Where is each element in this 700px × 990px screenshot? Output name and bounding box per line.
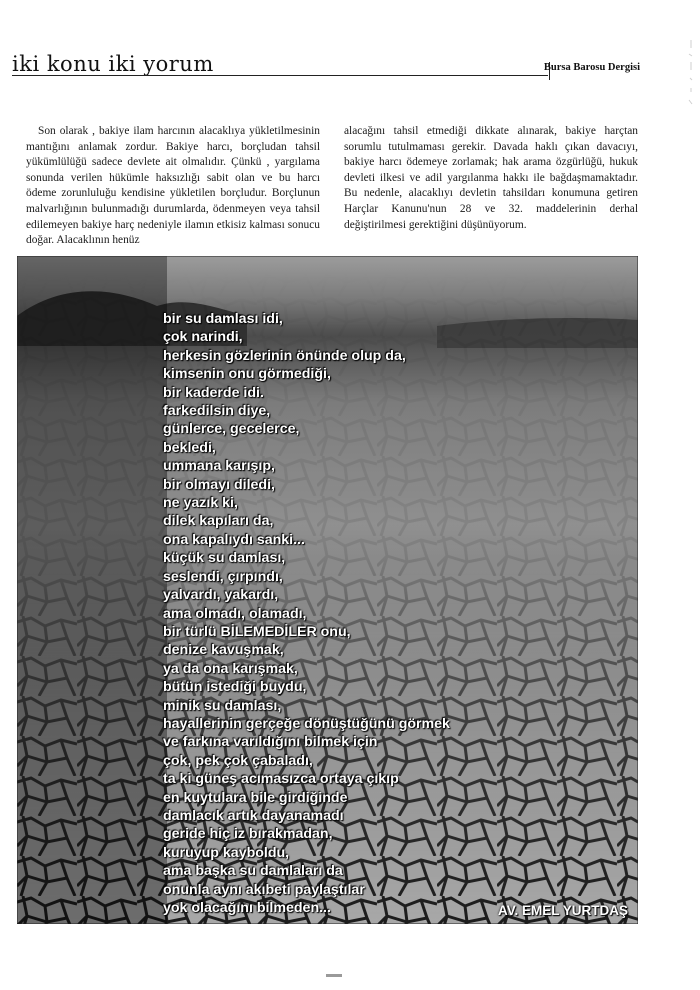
poem-line: yalvardı, yakardı,	[163, 587, 279, 604]
poem-line: ona kapalıydı sanki...	[163, 531, 305, 548]
article-right-column: alacağını tahsil etmediği dikkate alınarak, bakiye harçtan sorumlu tutulmaması gerekir. Davada haklı çıkan davacıyı, bakiye harcı ödemeye zorlamak; hak arama özgürlüğü, hukuk devleti ilkesi ve adil yargılanma hakkı ile bağdaşmamaktadır. Bu nedenle, alacaklıyı devletin tahsildarı konumuna getiren Harçlar Kanunu'nun 28 ve 32. maddelerinin derhal değiştirilmesi gerektiğini düşünüyorum.	[344, 125, 638, 231]
poem-line: çok, pek çok çabaladı,	[163, 752, 313, 769]
poem-line: hayallerinin gerçeğe dönüştüğünü görmek	[163, 715, 450, 732]
poem-line: küçük su damlası,	[163, 550, 286, 567]
poem-line: dilek kapıları da,	[163, 513, 274, 530]
poem-line: herkesin gözlerinin önünde olup da,	[163, 347, 406, 364]
header-rule	[12, 75, 548, 76]
scan-margin-marks	[686, 40, 696, 110]
page-number-mark	[326, 974, 342, 977]
poem	[163, 310, 450, 917]
poem-line: seslendi, çırpındı,	[163, 568, 283, 585]
poem-line: bekledi,	[163, 439, 216, 456]
poem-line: geride hiç iz bırakmadan,	[163, 826, 333, 843]
poem-line: ve farkına varıldığını bilmek için	[163, 734, 378, 751]
poem-line: ama başka su damlaları da	[163, 863, 343, 880]
poem-line: ummana karışıp,	[163, 458, 275, 475]
poem-line: ya da ona karışmak,	[163, 660, 298, 677]
poem-line: kuruyup kayboldu,	[163, 844, 290, 861]
poem-line: kimsenin onu görmediği,	[163, 366, 331, 383]
poem-line: ta ki güneş acımasızca ortaya çıkıp	[163, 771, 399, 788]
poem-line: çok narindi,	[163, 329, 243, 346]
poem-line: bir türlü BİLEMEDİLER onu,	[163, 623, 351, 640]
poem-line: günlerce, gecelerce,	[163, 421, 300, 438]
poem-line: bir su damlası idi,	[163, 311, 283, 327]
poem-line: bir kaderde idi.	[163, 384, 264, 401]
article-left-column: Son olarak , bakiye ilam harcının alacaklıya yükletilmesinin mantığını anlamak zordur. Bakiye harcı, borçludan tahsil yükümlülüğü sadece devlete ait olmalıdır. Çünkü , yargılama sonunda verilen hükümle haksızlığı sabit olan ve bu harcı ödeme zorunluluğu kendisine yükletilen borçludur. Borçlunun malvarlığının bulunmadığı durumlarda, ödenmeyen veya tahsil edilemeyen bakiye harç nedeniyle ilamın etkisiz kalması sonucu doğar. Alacaklının henüz	[26, 125, 320, 247]
poem-line: ama olmadı, olamadı,	[163, 605, 307, 622]
poem-line: en kuytulara bile girdiğinde	[163, 789, 348, 806]
poem-line: ne yazık ki,	[163, 495, 238, 512]
poem-author: AV. EMEL YURTDAŞ	[497, 903, 628, 918]
poem-line: damlacık artık dayanamadı	[163, 807, 344, 824]
poem-line: farkedilsin diye,	[163, 403, 271, 420]
poem-line: yok olacağını bilmeden...	[163, 900, 331, 916]
poem-line: bütün istediği buydu,	[163, 679, 307, 696]
poem-line: denize kavuşmak,	[163, 642, 284, 659]
poem-line: minik su damlası,	[163, 697, 282, 714]
cracked-earth-photo	[17, 256, 638, 924]
poem-line: onunla aynı akıbeti paylaştılar	[163, 881, 365, 898]
section-title: iki konu iki yorum	[12, 52, 214, 76]
journal-name: Bursa Barosu Dergisi	[543, 62, 640, 73]
poem-line: bir olmayı diledi,	[163, 476, 275, 493]
page-header	[12, 52, 640, 80]
